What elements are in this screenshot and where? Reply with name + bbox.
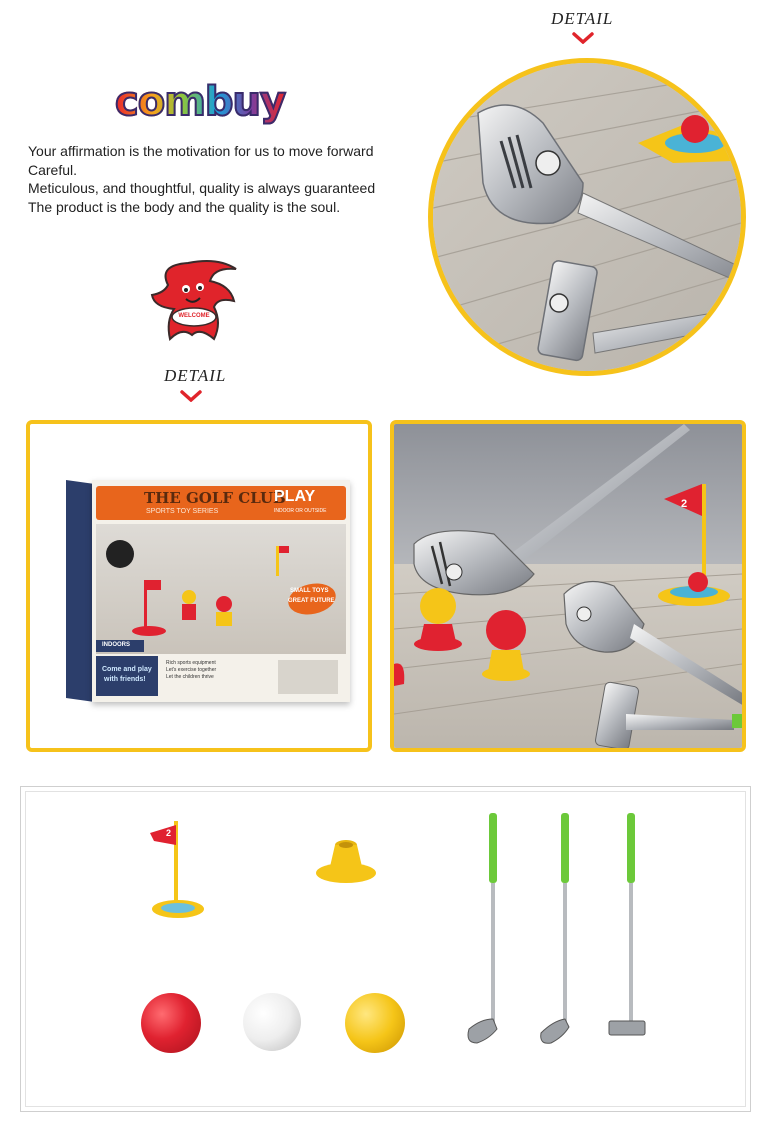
slogan-line: Careful. [28, 161, 78, 178]
slogan-line: Meticulous, and thoughtful, quality is always guaranteed [28, 180, 376, 196]
box-tag-line2: with friends! [104, 676, 146, 683]
box-tag-line1: Come and play [102, 666, 152, 673]
box-bullet: Rich sports equipment [166, 660, 216, 666]
box-indoors: INDOORS [102, 642, 131, 648]
slogan-line: Your affirmation is the motivation for us to move forward [28, 143, 374, 159]
flag-number: 2 [166, 828, 172, 838]
box-bullet: Let's exercise together [166, 667, 217, 673]
slogan [28, 142, 418, 216]
mascot-sign: WELCOME [178, 313, 210, 319]
flag-component [146, 815, 206, 925]
box-play: PLAY [274, 488, 316, 505]
flag-number: 2 [681, 498, 688, 510]
brand-logo [115, 78, 285, 126]
box-bullet: Let the children thrive [166, 674, 214, 680]
package-box-photo [26, 420, 372, 752]
box-badge-line1: SMALL TOYS [290, 588, 329, 594]
box-subtitle: SPORTS TOY SERIES [146, 508, 219, 515]
detail-circle-photo [428, 58, 746, 376]
red-golf-ball [141, 993, 201, 1053]
golf-club-iron [533, 807, 593, 1052]
chevron-down-icon [180, 390, 202, 402]
mascot [148, 255, 240, 345]
detail-label-left: DETAIL [164, 366, 227, 385]
slogan-line: The product is the body and the quality is the soul. [28, 198, 341, 215]
chevron-down-icon [572, 32, 594, 44]
box-badge-line2: GREAT FUTURE [288, 598, 335, 604]
golf-club-driver [461, 807, 521, 1052]
box-play-sub: INDOOR OR OUTSIDE [274, 508, 327, 514]
tee-component [313, 837, 379, 887]
yellow-golf-ball [345, 993, 405, 1053]
detail-label-top: DETAIL [551, 9, 614, 28]
box-title: THE GOLF CLUB [144, 489, 286, 507]
golf-club-putter [601, 807, 661, 1052]
components-panel [20, 786, 751, 1112]
golf-scene-photo [390, 420, 746, 752]
mascot-icon [148, 255, 240, 345]
logo-text: combuy [115, 79, 286, 125]
white-golf-ball [243, 993, 301, 1051]
